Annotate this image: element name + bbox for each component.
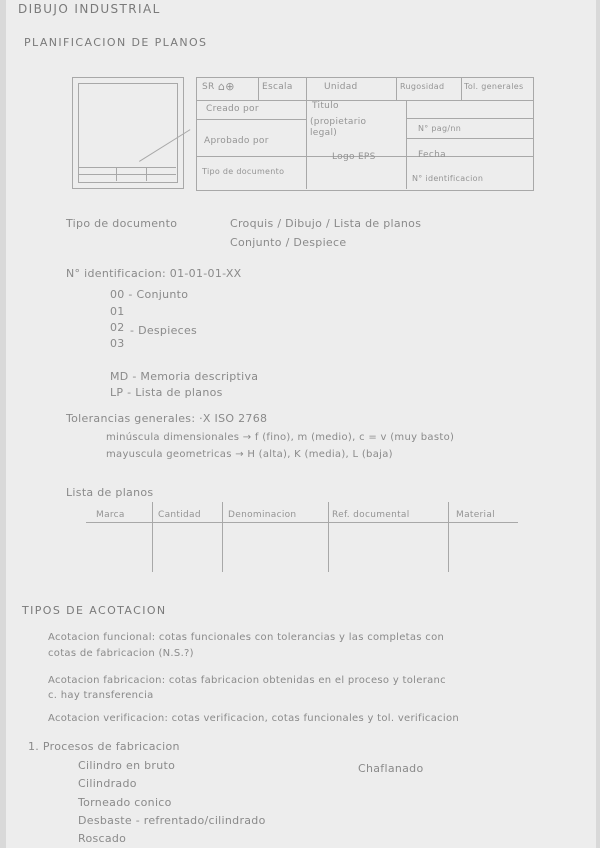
tb-aprobado-por: Aprobado por: [204, 136, 269, 146]
ident-lp: LP - Lista de planos: [110, 386, 223, 399]
tipo-documento-line2: Conjunto / Despiece: [230, 236, 347, 249]
tipo-documento-line1: Croquis / Dibujo / Lista de planos: [230, 217, 422, 230]
tolerancias-line1: minúscula dimensionales → f (fino), m (medio), c = v (muy basto): [106, 432, 455, 443]
acotacion-fabricacion: Acotacion fabricacion: cotas fabricacion obtenidas en el proceso y toleranc: [48, 675, 446, 686]
tb-fecha: Fecha: [418, 150, 446, 160]
tb-sr: SR: [202, 82, 215, 92]
tb-escala: Escala: [262, 82, 293, 92]
tb-n-ident: N° identificacion: [412, 174, 484, 183]
acotacion-funcional-cont: cotas de fabricacion (N.S.?): [48, 648, 194, 659]
section-heading-planificacion: PLANIFICACION DE PLANOS: [24, 36, 208, 49]
proceso-item-2: Cilindrado: [78, 777, 137, 790]
proceso-item-1: Cilindro en bruto: [78, 759, 176, 772]
projection-symbol-icon: ⌂⊕: [218, 80, 235, 93]
col-material: Material: [456, 510, 495, 520]
col-ref-documental: Ref. documental: [332, 510, 410, 520]
subject-title: DIBUJO INDUSTRIAL: [18, 2, 161, 16]
procesos-label: 1. Procesos de fabricacion: [28, 740, 180, 753]
lista-planos-label: Lista de planos: [66, 486, 154, 499]
proceso-item-3: Torneado conico: [78, 796, 172, 809]
notebook-page: [6, 0, 596, 848]
col-marca: Marca: [96, 510, 125, 520]
ident-item-00: 00 - Conjunto: [110, 288, 189, 301]
proceso-item-5: Roscado: [78, 832, 127, 845]
ident-despieces: - Despieces: [130, 324, 198, 337]
tipo-documento-label: Tipo de documento: [66, 217, 178, 230]
ident-item-01: 01: [110, 305, 125, 318]
tb-tipo-doc: Tipo de documento: [202, 167, 285, 176]
col-cantidad: Cantidad: [158, 510, 201, 520]
tolerancias-line2: mayuscula geometricas → H (alta), K (media), L (baja): [106, 449, 393, 460]
tb-creado-por: Creado por: [206, 104, 259, 114]
tb-logo: Logo EPS: [332, 152, 376, 162]
identificacion-label: N° identificacion: 01-01-01-XX: [66, 267, 242, 280]
tb-unidad: Unidad: [324, 82, 358, 92]
acotacion-verificacion: Acotacion verificacion: cotas verificacion, cotas funcionales y tol. verificacion: [48, 713, 460, 724]
tb-propietario: (propietario legal): [310, 117, 367, 138]
ident-item-02: 02: [110, 321, 125, 334]
acotacion-fabricacion-cont: c. hay transferencia: [48, 690, 154, 701]
tb-n-pag: N° pag/nn: [418, 124, 462, 133]
tb-tol-generales: Tol. generales: [464, 82, 524, 91]
section-heading-acotacion: TIPOS DE ACOTACION: [22, 604, 167, 617]
ident-md: MD - Memoria descriptiva: [110, 370, 259, 383]
col-denominacion: Denominacion: [228, 510, 297, 520]
proceso-item-4: Desbaste - refrentado/cilindrado: [78, 814, 266, 827]
tb-rugosidad: Rugosidad: [400, 82, 445, 91]
tolerancias-label: Tolerancias generales: ·X ISO 2768: [66, 412, 268, 425]
acotacion-funcional: Acotacion funcional: cotas funcionales con tolerancias y las completas con: [48, 632, 445, 643]
ident-item-03: 03: [110, 337, 125, 350]
proceso-chaflanado: Chaflanado: [358, 762, 424, 775]
tb-titulo: Titulo: [312, 101, 339, 111]
